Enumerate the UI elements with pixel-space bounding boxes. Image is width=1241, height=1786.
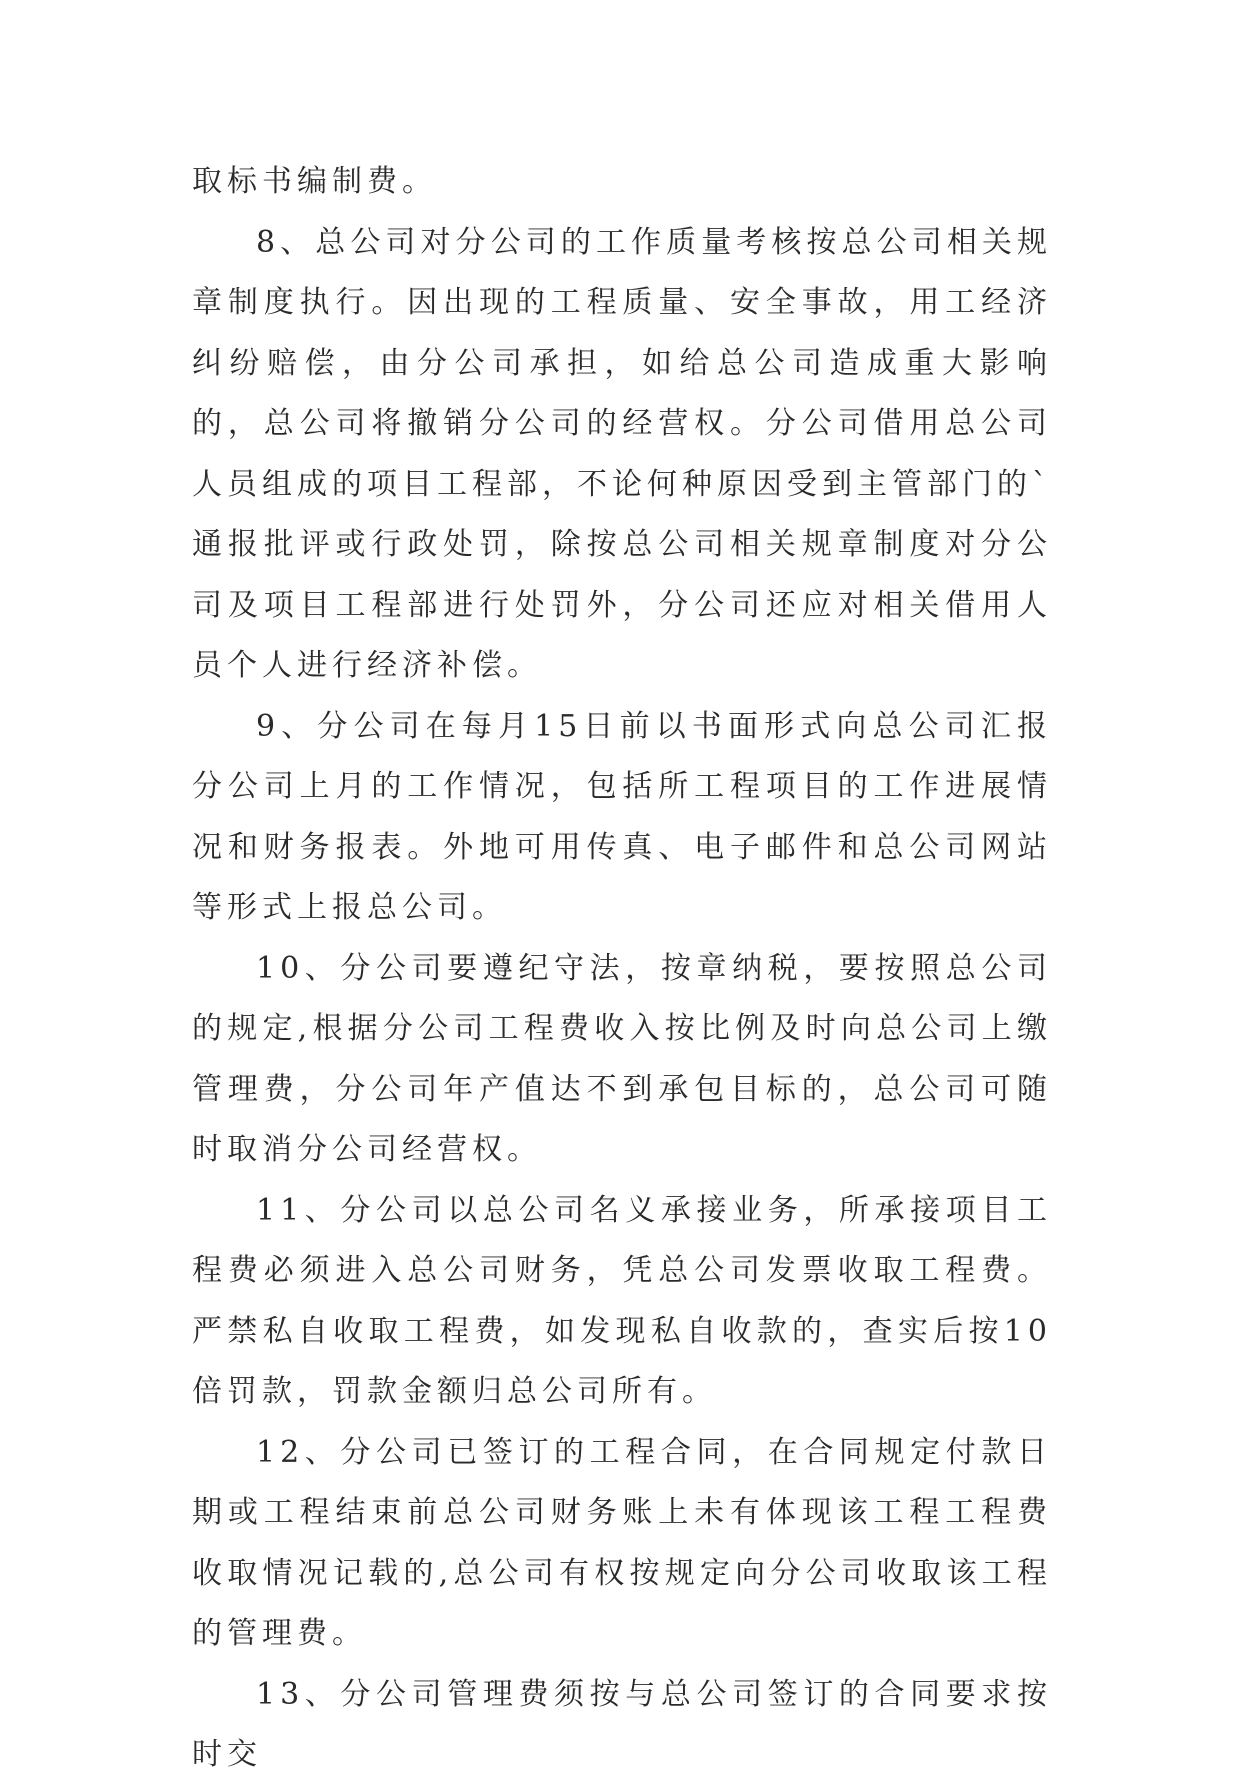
paragraph-clause-12: 12、分公司已签订的工程合同，在合同规定付款日期或工程结束前总公司财务账上未有体现该工程工程费收取情况记载的,总公司有权按规定向分公司收取该工程的管理费。 xyxy=(192,1434,1052,1651)
paragraph-continuation: 取标书编制费。 xyxy=(192,164,437,199)
document-body xyxy=(192,152,1052,1786)
paragraph-clause-10: 10、分公司要遵纪守法，按章纳税，要按照总公司的规定,根据分公司工程费收入按比例及时向总公司上缴管理费，分公司年产值达不到承包目标的，总公司可随时取消分公司经营权。 xyxy=(192,950,1052,1167)
paragraph-clause-11: 11、分公司以总公司名义承接业务，所承接项目工程费必须进入总公司财务，凭总公司发票收取工程费。严禁私自收取工程费，如发现私自收款的，查实后按10倍罚款，罚款金额归总公司所有。 xyxy=(192,1192,1052,1409)
paragraph-clause-13: 13、分公司管理费须按与总公司签订的合同要求按时交 xyxy=(192,1676,1052,1772)
paragraph-clause-9: 9、分公司在每月15日前以书面形式向总公司汇报分公司上月的工作情况，包括所工程项目的工作进展情况和财务报表。外地可用传真、电子邮件和总公司网站等形式上报总公司。 xyxy=(192,708,1052,925)
paragraph-clause-8: 8、总公司对分公司的工作质量考核按总公司相关规章制度执行。因出现的工程质量、安全事故，用工经济纠纷赔偿，由分公司承担，如给总公司造成重大影响的，总公司将撤销分公司的经营权。分公司借用总公司人员组成的项目工程部，不论何种原因受到主管部门的`通报批评或行政处罚，除按总公司相关规章制度对分公司及项目工程部进行处罚外，分公司还应对相关借用人员个人进行经济补偿。 xyxy=(192,224,1052,683)
